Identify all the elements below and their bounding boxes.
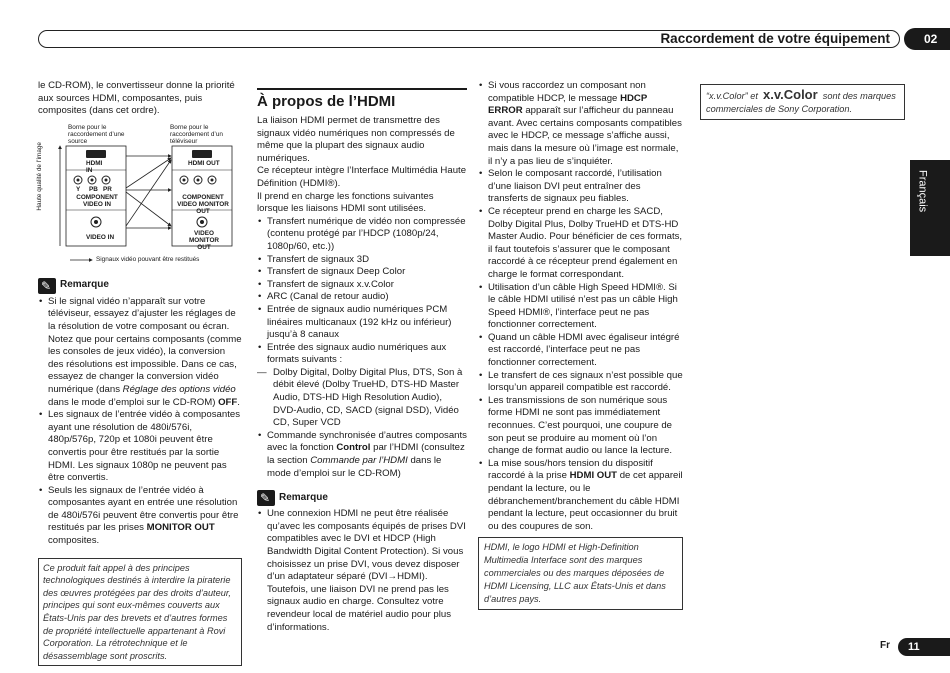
hdmi-features-list (257, 216, 467, 480)
component-in-label: COMPONENT VIDEO IN (76, 193, 118, 208)
hdmi-out-label: HDMI OUT (188, 159, 220, 167)
xv-post-text: sont des marques commerciales de Sony Corporation. (706, 91, 896, 114)
video-in-label: VIDEO IN (86, 233, 115, 241)
xvcolor-trademark-notice (700, 84, 905, 120)
rovi-notice: Ce produit fait appel à des principes technologiques destinés à interdire la piraterie des œuvres protégées par des droits d’auteur, principes qui sont eux-mêmes couverts aux États-Unis par des brevets et d’autres formes de propriété intellectuelle appartenant à Rovi Corporation. La rétrotechnique et le désassemblage sont proscrits. (38, 558, 242, 667)
language-label: Français (916, 170, 929, 213)
xv-pre-text: “x.v.Color” et (706, 91, 758, 101)
list-item: • Entrée de signaux audio numériques PCM linéaires multicanaux (192 kHz ou inférieur) jusqu’à 8 canaux (257, 304, 467, 342)
list-item: • Commande synchronisée d’autres composants avec la fonction Control par l’HDMI (consultez la section Commande par l’HDMI dans le mode d’emploi sur le CD-ROM) (257, 430, 467, 480)
section-heading: À propos de l’HDMI (257, 88, 467, 111)
list-item: • Utilisation d’un câble High Speed HDMI®. Si le câble HDMI utilisé n’est pas un câble High Speed HDMI®, l’interface peut ne pas fonctionner correctement. (478, 282, 683, 332)
jack-pr-label: PR (103, 185, 112, 193)
hdmi-paragraph-3: Il prend en charge les fonctions suivantes lorsque les liaisons HDMI sont utilisées. (257, 190, 434, 215)
list-item: • Transfert numérique de vidéo non compressée (contenu protégé par l’HDCP (1080p/24, 1080p/60, etc.)) (257, 216, 467, 254)
list-item: • Transfert de signaux Deep Color (257, 266, 467, 279)
diagram-legend: Signaux vidéo pouvant être restitués (96, 255, 200, 263)
page-header (38, 28, 950, 50)
list-item: • La mise sous/hors tension du dispositif raccordé à la prise HDMI OUT de cet appareil pendant la lecture, ou le débranchement/branchement du câble HDMI pendant la lecture, peut occasionner du bruit ou des coupures de son. (478, 458, 683, 534)
list-item: • ARC (Canal de retour audio) (257, 291, 467, 304)
list-item: • Une connexion HDMI ne peut être réalisée qu’avec les composants équipés de prises DVI compatibles avec le DVI et HDCP (High Bandwidth Digital Content Protection). Si vous choisissez un prise DVI, vous devez disposer d’un adaptateur séparé (DVI→HDMI). Toutefois, une liaison DVI ne prend pas les signaux audio en charge. Consultez votre revendeur local de matériel audio pour plus d’informations. (257, 508, 467, 634)
list-item: • Les transmissions de son numérique sous forme HDMI ne sont pas immédiatement reconnues. C’est pourquoi, une coupure de son peut se produire au moment où l’on change de format audio ou lance la lecture. (478, 395, 683, 458)
xvcolor-logo: x.v.Color (763, 87, 818, 102)
list-item: • Si le signal vidéo n’apparaît sur votre téléviseur, essayez d’ajuster les réglages de la résolution de votre composant ou écran. Notez que pour certains composants (comme les consoles de jeux vidéo), la conversion des résolutions est impossible. Dans ce cas, essayez de changer la conversion vidéo numérique (dans Réglage des options vidéo dans le mode d’emploi sur le CD-ROM) OFF. (38, 296, 242, 409)
intro-paragraph: le CD-ROM), le convertisseur donne la priorité aux sources HDMI, composantes, puis composites (dans cet ordre). (38, 80, 235, 117)
list-item: • Les signaux de l’entrée vidéo à composantes ayant une résolution de 480i/576i, 480p/576p, 720p et 1080i peuvent être convertis pour être restitués par la sortie HDMI. Les signaux 1080p ne peuvent pas être convertis. (38, 409, 242, 485)
list-item: • Quand un câble HDMI avec égaliseur intégré est raccordé, l’interface peut ne pas fonctionner correctement. (478, 332, 683, 370)
list-item: • Seuls les signaux de l’entrée vidéo à composantes ayant en entrée une résolution de 480i/576i peuvent être convertis pour être restitués par les prises MONITOR OUT composites. (38, 485, 242, 548)
page-number: 11 (898, 638, 950, 656)
list-item: • Le transfert de ces signaux n’est possible que lorsqu’un appareil compatible est raccordé. (478, 370, 683, 395)
hdmi-in-label: HDMI IN (86, 159, 103, 174)
component-out-label: COMPONENT VIDEO MONITOR OUT (177, 193, 229, 216)
remarque-heading-2 (257, 490, 467, 506)
list-item: • Selon le composant raccordé, l’utilisation d’une liaison DVI peut entraîner des transferts de signaux peu fiables. (478, 168, 683, 206)
remarque-label: Remarque (60, 279, 109, 291)
list-item: • Si vous raccordez un composant non compatible HDCP, le message HDCP ERROR apparaît sur l’afficheur du panneau avant. Avec certains composants compatibles avec le HDCP, ce message s’affiche aussi, mais dans la mesure où l’image est normale, il n’y a pas lieu de s’inquiéter. (478, 80, 683, 168)
list-item: • Transfert de signaux 3D (257, 254, 467, 267)
list-item: • Transfert de signaux x.v.Color (257, 279, 467, 292)
hdmi-trademark-notice: HDMI, le logo HDMI et High-Definition Multimedia Interface sont des marques commerciales ou des marques déposées de HDMI Licensing, LLC aux États-Unis et dans d’autres pays. (478, 537, 683, 610)
diagram-tv-label: Borne pour le raccordement d’un téléviseur (170, 123, 223, 146)
diagram-axis-label: Haute qualité de l’image (36, 141, 43, 211)
page-title: Raccordement de votre équipement (660, 31, 890, 46)
hdmi-paragraph-1: La liaison HDMI permet de transmettre des signaux vidéo numériques non compressés de même que la plupart des signaux audio numériques. (257, 115, 455, 164)
list-item: • Entrée des signaux audio numériques aux formats suivants : (257, 342, 467, 367)
section-number: 02 (904, 28, 950, 50)
list-item: • Ce récepteur prend en charge les SACD, Dolby Digital Plus, Dolby TrueHD et DTS-HD Master Audio. Pour bénéficier de ces formats, il faut toutefois s’assurer que le composant raccordé à ce récepteur prend également en charge le format correspondant. (478, 206, 683, 282)
video-out-label: VIDEO MONITOR OUT (188, 229, 220, 252)
remarque-label: Remarque (279, 491, 328, 503)
remarque-heading (38, 278, 242, 294)
footer-lang: Fr (880, 640, 890, 651)
list-item-formats: — Dolby Digital, Dolby Digital Plus, DTS, Son à débit élevé (Dolby TrueHD, DTS-HD Master Audio, DTS-HD High Resolution Audio), DVD-Audio, CD, SACD (signal DSD), Vidéo CD, Super VCD (257, 367, 467, 430)
diagram-source-label: Borne pour le raccordement d’une source (68, 123, 125, 146)
column-4 (700, 84, 905, 120)
note-icon (38, 278, 56, 294)
note-icon (257, 490, 275, 506)
column-2 (257, 80, 467, 634)
hdmi-paragraph-2: Ce récepteur intègre l’Interface Multimédia Haute Définition (HDMI®). (257, 165, 467, 189)
column-3 (478, 80, 683, 610)
jack-y-label: Y (76, 185, 81, 193)
jack-pb-label: PB (89, 185, 98, 193)
video-conversion-diagram (38, 122, 242, 272)
remarque-list (38, 296, 242, 548)
remarque-list-2 (257, 508, 467, 634)
column-1 (38, 80, 242, 666)
language-tab (910, 160, 950, 256)
hdmi-notes-list (478, 80, 683, 533)
